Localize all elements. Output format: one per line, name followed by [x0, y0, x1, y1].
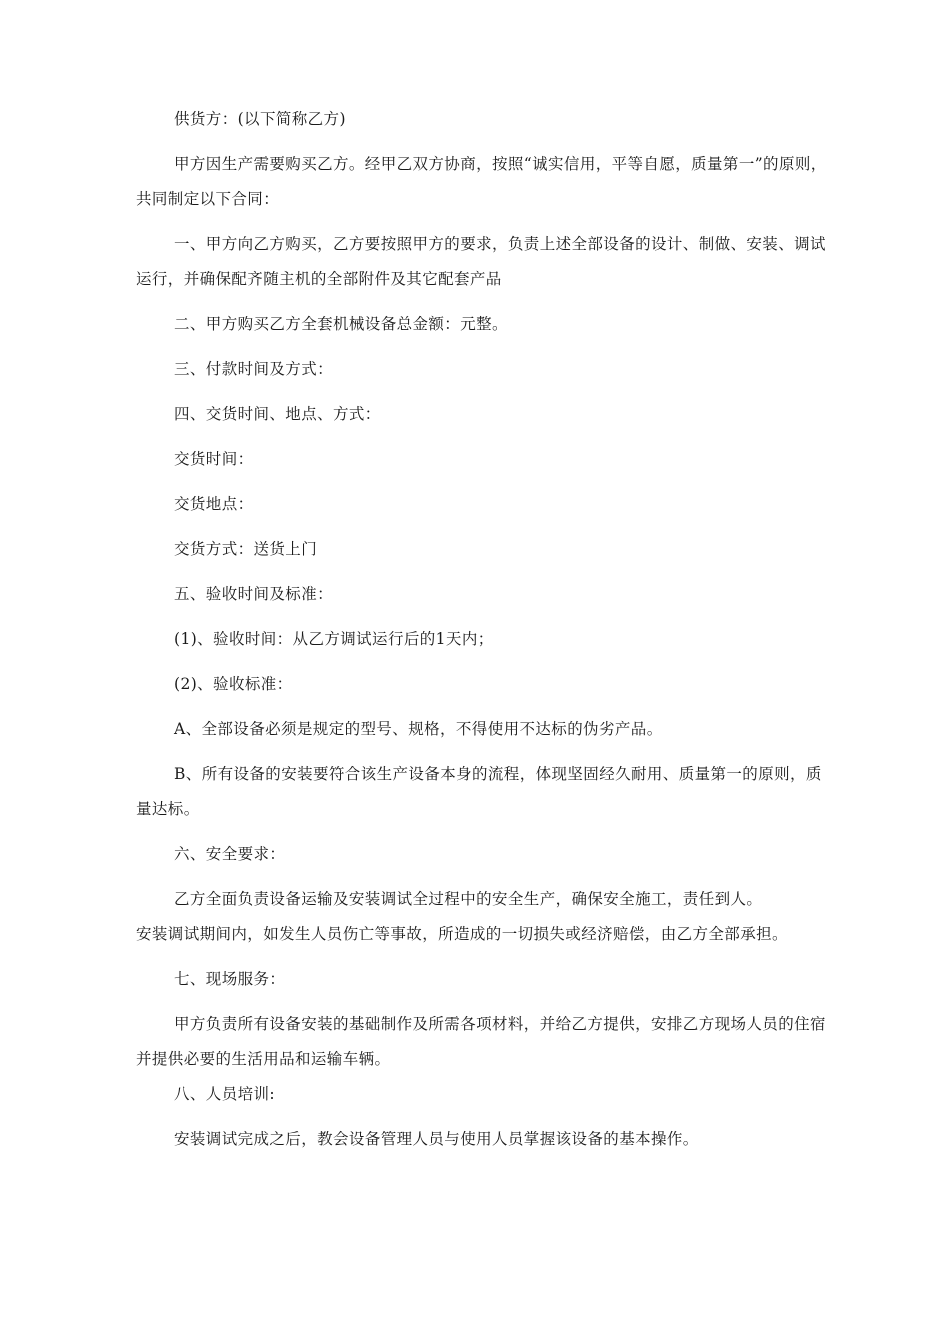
clause-8-training: 八、人员培训:: [174, 1085, 276, 1103]
acceptance-time: (1)、验收时间：从乙方调试运行后的1天内；: [174, 630, 494, 648]
safety-paragraph-1: 乙方全面负责设备运输及安装调试全过程中的安全生产，确保安全施工，责任到人。: [174, 890, 763, 908]
acceptance-standard: (2)、验收标准：: [174, 675, 293, 693]
clause-5-acceptance: 五、验收时间及标准：: [174, 585, 334, 603]
delivery-method: 交货方式：送货上门: [174, 540, 318, 558]
clause-1-purchase: 一、甲方向乙方购买，乙方要按照甲方的要求，负责上述全部设备的设计、制做、安装、调试运行，并确保配齐随主机的全部附件及其它配套产品: [136, 235, 826, 288]
clause-2-amount: 二、甲方购买乙方全套机械设备总金额：元整。: [174, 315, 508, 333]
safety-paragraph-2: 安装调试期间内，如发生人员伤亡等事故，所造成的一切损失或经济赔偿，由乙方全部承担。: [136, 925, 788, 943]
preamble-paragraph: 甲方因生产需要购买乙方。经甲乙双方协商，按照“诚实信用，平等自愿，质量第一”的原则，共同制定以下合同：: [136, 155, 827, 208]
standard-item-b: B、所有设备的安装要符合该生产设备本身的流程，体现坚固经久耐用、质量第一的原则，质量达标。: [136, 765, 822, 818]
training-paragraph: 安装调试完成之后，教会设备管理人员与使用人员掌握该设备的基本操作。: [174, 1130, 699, 1148]
clause-7-onsite-service: 七、现场服务：: [174, 970, 286, 988]
clause-3-payment: 三、付款时间及方式：: [174, 360, 334, 378]
delivery-time: 交货时间：: [174, 450, 254, 468]
standard-item-a: A、全部设备必须是规定的型号、规格，不得使用不达标的伪劣产品。: [174, 720, 663, 738]
delivery-location: 交货地点：: [174, 495, 254, 513]
onsite-service-paragraph: 甲方负责所有设备安装的基础制作及所需各项材料，并给乙方提供，安排乙方现场人员的住宿并提供必要的生活用品和运输车辆。: [136, 1015, 826, 1068]
supplier-line: 供货方：(以下简称乙方): [174, 110, 346, 128]
contract-body: [136, 102, 828, 1157]
clause-4-delivery: 四、交货时间、地点、方式：: [174, 405, 381, 423]
clause-6-safety: 六、安全要求：: [174, 845, 286, 863]
